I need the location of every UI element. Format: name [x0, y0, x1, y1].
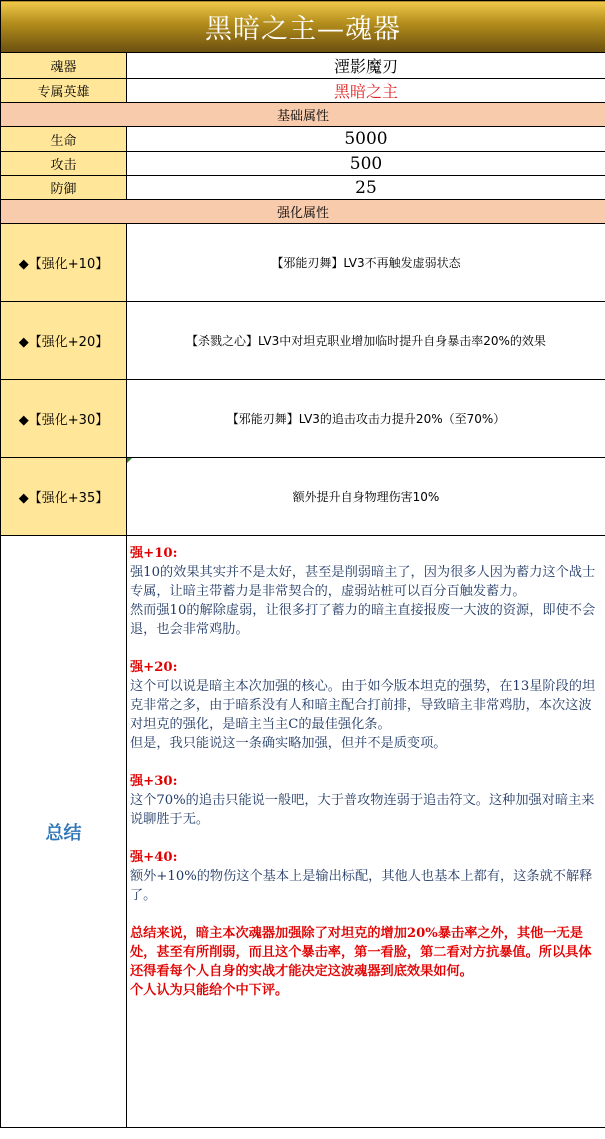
stat-label-defense: 防御	[1, 176, 127, 200]
enhance-attributes-header: 强化属性	[1, 200, 605, 224]
summary-content	[127, 536, 605, 1128]
stat-label-hp: 生命	[1, 127, 127, 152]
summary-paragraph: 但是，我只能说这一条确实略加强，但并不是质变项。	[130, 736, 447, 751]
enhance-label-30: ◆【强化+30】	[1, 380, 127, 458]
stat-value-defense: 25	[127, 176, 605, 200]
enhance-label-20: ◆【强化+20】	[1, 302, 127, 380]
summary-heading-20: 强+20:	[130, 660, 178, 675]
summary-paragraph: 然而强10的解除虚弱，让很多打了蓄力的暗主直接报废一大波的资源，即使不会退，也会非常鸡肋。	[130, 603, 596, 637]
summary-label: 总结	[1, 536, 127, 1128]
stat-value-hp: 5000	[127, 127, 605, 152]
enhance-label-10: ◆【强化+10】	[1, 224, 127, 302]
enhance-desc-10: 【邪能刃舞】LV3不再触发虚弱状态	[127, 224, 605, 302]
summary-paragraph: 额外+10%的物伤这个基本上是输出标配，其他人也基本上都有，这条就不解释了。	[130, 869, 593, 903]
summary-paragraph: 强10的效果其实并不是太好，甚至是削弱暗主了，因为很多人因为蓄力这个战士专属，让暗主带蓄力是非常契合的，虚弱站桩可以百分百触发蓄力。	[130, 565, 596, 599]
summary-heading-30: 强+30:	[130, 774, 178, 789]
enhance-desc-30: 【邪能刃舞】LV3的追击攻击力提升20%（至70%）	[127, 380, 605, 458]
base-attributes-header: 基础属性	[1, 103, 605, 127]
enhance-desc-20: 【杀戮之心】LV3中对坦克职业增加临时提升自身暴击率20%的效果	[127, 302, 605, 380]
stat-value-attack: 500	[127, 152, 605, 176]
summary-conclusion: 总结来说，暗主本次魂器加强除了对坦克的增加20%暴击率之外，其他一无是处，甚至有所削弱，而且这个暴击率，第一看脸，第二看对方抗暴值。所以具体还得看每个人自身的实战才能决定这波魂器到底效果如何。	[130, 926, 592, 979]
stat-label-attack: 攻击	[1, 152, 127, 176]
summary-paragraph: 这个70%的追击只能说一般吧，大于普攻物连弱于追击符文。这种加强对暗主来说聊胜于无。	[130, 793, 595, 827]
page-title: 黑暗之主—魂器	[1, 1, 605, 53]
vessel-name: 湮影魔刃	[127, 53, 605, 79]
hero-name: 黑暗之主	[127, 79, 605, 103]
enhance-label-35: ◆【强化+35】	[1, 458, 127, 536]
vessel-label: 魂器	[1, 53, 127, 79]
summary-paragraph: 这个可以说是暗主本次加强的核心。由于如今版本坦克的强势，在13星阶段的坦克非常之多，由于暗系没有人和暗主配合打前排，导致暗主非常鸡肋，本次这波对坦克的强化，是暗主当主C的最佳强化条。	[130, 679, 596, 732]
enhance-desc-35: 额外提升自身物理伤害10%	[127, 458, 605, 536]
summary-heading-10: 强+10:	[130, 546, 178, 561]
summary-rating: 个人认为只能给个中下评。	[130, 983, 289, 998]
summary-heading-40: 强+40:	[130, 850, 178, 865]
hero-label: 专属英雄	[1, 79, 127, 103]
